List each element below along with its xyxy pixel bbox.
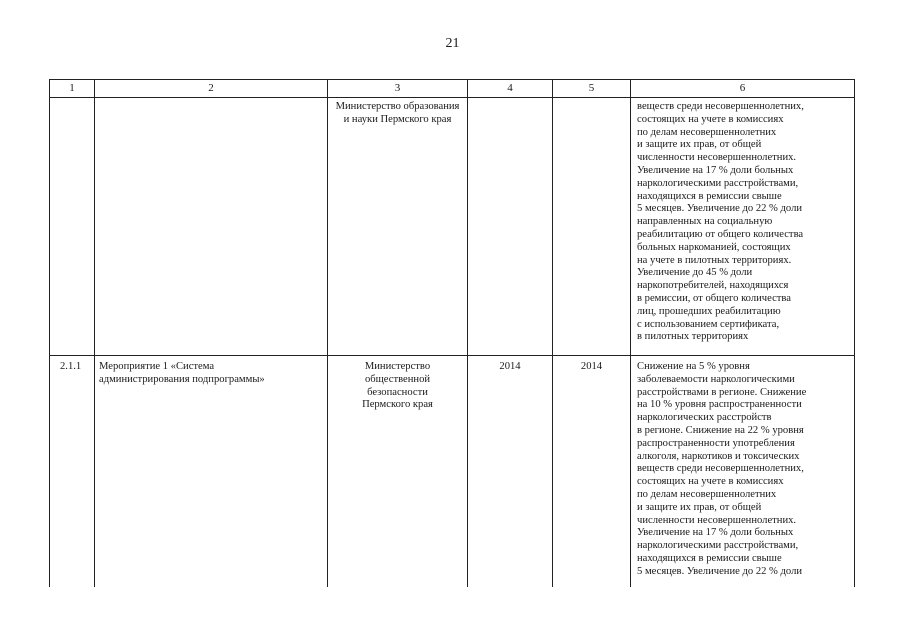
table-row (50, 98, 855, 356)
text-line: Увеличение на 17 % доли больных (637, 527, 794, 539)
program-table (49, 79, 855, 587)
cell-executor (328, 98, 468, 356)
header-row (50, 80, 855, 98)
text-line: лиц, прошедших реабилитацию (637, 305, 781, 317)
cell-end-year: 2014 (553, 356, 631, 588)
text-line: состоящих на учете в комиссиях (637, 476, 784, 488)
text-line: наркопотребителей, находящихся (637, 280, 789, 292)
text-line: Снижение на 5 % уровня (637, 361, 750, 372)
text-line: наркологическими расстройствами, (637, 177, 799, 189)
header-col-6: 6 (631, 80, 855, 98)
text-line: находящихся в ремиссии свыше (637, 190, 782, 202)
executor-line: Министерство образования (335, 101, 460, 112)
text-line: наркологических расстройств (637, 412, 772, 424)
text-line: реабилитацию от общего количества (637, 228, 804, 240)
cell-measure (95, 356, 328, 588)
cell-start-year (468, 98, 553, 356)
text-line: направленных на социальную (637, 216, 773, 228)
page-number: 21 (445, 36, 460, 51)
text-line: Пермского края (362, 399, 433, 411)
text-line: состоящих на учете в комиссиях (637, 113, 784, 125)
text-line: общественной (364, 373, 431, 385)
text-line: 5 месяцев. Увеличение до 22 % доли (637, 203, 803, 215)
text-line: безопасности (367, 386, 428, 398)
text-line: численности несовершеннолетних. (637, 152, 797, 164)
header-col-1: 1 (50, 80, 95, 98)
text-line: Министерство (364, 361, 431, 372)
text-line: Увеличение до 45 % доли (637, 267, 753, 279)
text-line: алкоголя, наркотиков и токсических (637, 450, 800, 462)
text-line: администрирования подпрограммы» (99, 373, 265, 385)
text-line: в ремиссии, от общего количества (637, 292, 791, 304)
table-row (50, 356, 855, 588)
header-col-3: 3 (328, 80, 468, 98)
cell-measure (95, 98, 328, 356)
text-line: веществ среди несовершеннолетних, (637, 101, 804, 112)
header-col-4: 4 (468, 80, 553, 98)
text-line: по делам несовершеннолетних (637, 488, 777, 500)
text-line: в пилотных территориях (637, 331, 749, 343)
header-col-5: 5 (553, 80, 631, 98)
executor-line: и науки Пермского края (343, 113, 452, 125)
text-line: наркологическими расстройствами, (637, 540, 799, 552)
text-line: с использованием сертификата, (637, 318, 780, 330)
cell-expected-result (631, 98, 855, 356)
cell-expected-result (631, 356, 855, 588)
text-line: веществ среди несовершеннолетних, (637, 463, 804, 475)
cell-number: 2.1.1 (50, 356, 95, 588)
cell-number (50, 98, 95, 356)
text-line: по делам несовершеннолетних (637, 126, 777, 138)
text-line: численности несовершеннолетних. (637, 514, 797, 526)
header-col-2: 2 (95, 80, 328, 98)
cell-end-year (553, 98, 631, 356)
text-line: больных наркоманией, состоящих (637, 241, 791, 253)
text-line: Мероприятие 1 «Система (99, 361, 215, 372)
text-line: распространенности употребления (637, 437, 795, 449)
text-line: в регионе. Снижение на 22 % уровня (637, 424, 804, 436)
text-line: 5 месяцев. Увеличение до 22 % доли (637, 565, 803, 577)
cell-start-year: 2014 (468, 356, 553, 588)
text-line: расстройствами в регионе. Снижение (637, 386, 807, 398)
text-line: на учете в пилотных территориях. (637, 254, 792, 266)
text-line: Увеличение на 17 % доли больных (637, 164, 794, 176)
text-line: и защите их прав, от общей (637, 501, 762, 513)
text-line: и защите их прав, от общей (637, 139, 762, 151)
text-line: на 10 % уровня распространенности (637, 399, 802, 411)
text-line: находящихся в ремиссии свыше (637, 552, 782, 564)
text-line: заболеваемости наркологическими (637, 373, 795, 385)
cell-executor (328, 356, 468, 588)
